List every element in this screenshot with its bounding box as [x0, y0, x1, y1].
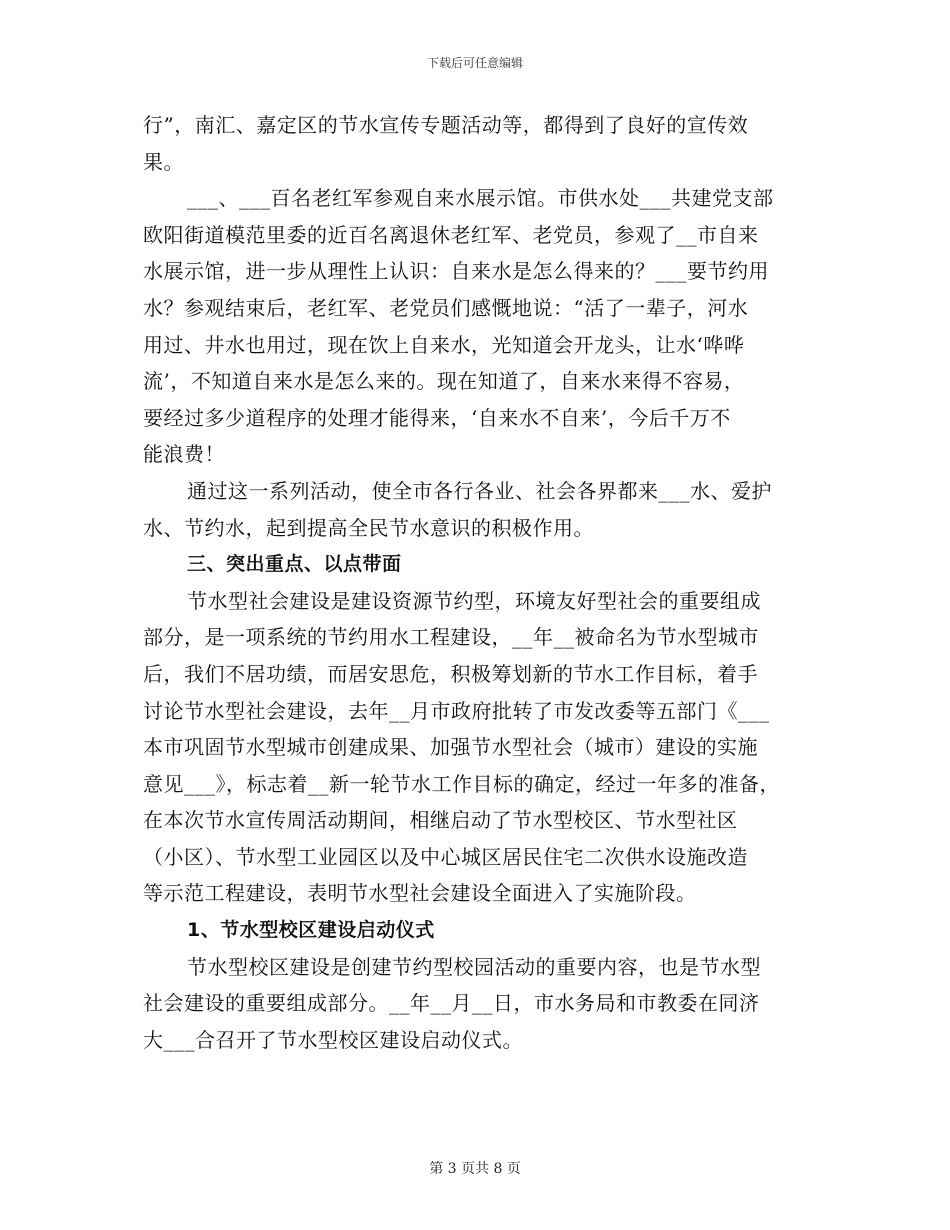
text-line: 等示范工程建设，表明节水型社会建设全面进入了实施阶段。	[143, 881, 697, 906]
text-line: 能浪费！	[143, 442, 225, 467]
text-line: 社会建设的重要组成部分。__年__月__日，市水务局和市教委在同济	[143, 991, 760, 1016]
section-heading: 1、节水型校区建设启动仪式	[187, 919, 435, 942]
text-line: （小区）、节水型工业园区以及中心城区居民住宅二次供水设施改造	[143, 844, 748, 869]
text-line: 用过、井水也用过，现在饮上自来水，光知道会开龙头，让水‘哗哗	[143, 332, 745, 357]
text-line: 水？参观结束后，老红军、老党员们感慨地说：“活了一辈子，河水	[143, 295, 749, 320]
page-footer: 第 3 页共 8 页	[429, 1161, 521, 1177]
text-line: 水展示馆，进一步从理性上认识：自来水是怎么得来的？___要节约用	[143, 259, 769, 284]
document-body	[143, 107, 803, 1058]
text-line: 行”，南汇、嘉定区的节水宣传专题活动等，都得到了良好的宣传效	[143, 113, 749, 137]
text-line: 通过这一系列活动，使全市各行各业、社会各界都来___水、爱护	[187, 478, 772, 503]
text-line: ___、___百名老红军参观自来水展示馆。市供水处___共建党支部	[187, 186, 774, 211]
text-line: 节水型校区建设是创建节约型校园活动的重要内容，也是节水型	[187, 954, 761, 979]
text-line: 节水型社会建设是建设资源节约型，环境友好型社会的重要组成	[187, 588, 761, 613]
text-line: 要经过多少道程序的处理才能得来，‘自来水不自来’，今后千万不	[143, 405, 731, 430]
text-line: 流’，不知道自来水是怎么来的。现在知道了，自来水来得不容易，	[143, 369, 745, 394]
text-line: 果。	[143, 149, 184, 174]
page-header: 下载后可任意编辑	[426, 56, 523, 70]
text-line: 在本次节水宣传周活动期间，相继启动了节水型校区、节水型社区	[143, 808, 738, 833]
text-line: 水、节约水，起到提高全民节水意识的积极作用。	[143, 515, 594, 540]
text-line: 本市巩固节水型城市创建成果、加强节水型社会（城市）建设的实施	[143, 735, 758, 760]
text-line: 讨论节水型社会建设，去年__月市政府批转了市发改委等五部门《___	[143, 698, 770, 723]
text-line: 欧阳街道模范里委的近百名离退休老红军、老党员，参观了__市自来	[143, 222, 759, 247]
text-line: 部分，是一项系统的节约用水工程建设，__年__被命名为节水型城市	[143, 625, 759, 650]
text-line: 后，我们不居功绩，而居安思危，积极筹划新的节水工作目标，着手	[143, 661, 758, 686]
section-heading: 三、突出重点、以点带面	[187, 553, 402, 576]
text-line: 意见___》，标志着__新一轮节水工作目标的确定，经过一年多的准备，	[143, 771, 780, 796]
text-line: 大___合召开了节水型校区建设启动仪式。	[143, 1027, 523, 1052]
